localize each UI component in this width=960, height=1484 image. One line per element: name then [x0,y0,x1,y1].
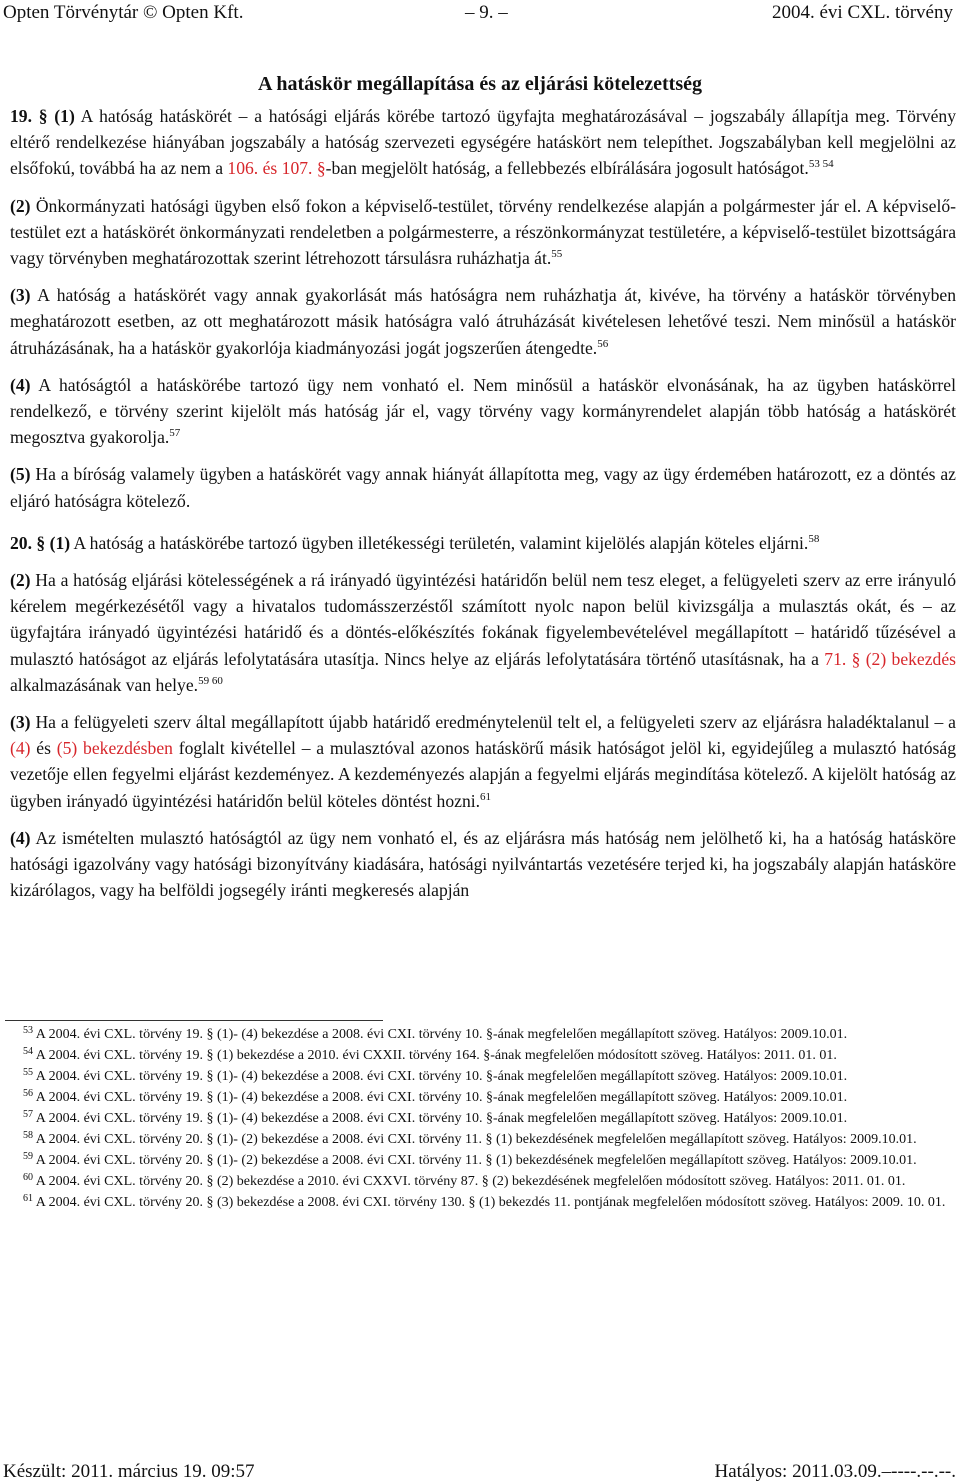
footnote-ref[interactable]: 58 [808,532,820,545]
paragraph-text: A hatóság a hatáskörébe tartozó ügyben illetékességi területén, valamint kijelölés alapján köteles eljárni. [70,532,809,553]
paragraph-19-5 [10,461,956,513]
section-title: A hatáskör megállapítása és az eljárási kötelezettség [258,73,702,95]
created-timestamp: Készült: 2011. március 19. 09:57 [3,1461,255,1482]
footnote-divider [5,1020,383,1021]
paragraph-19-2 [10,193,956,272]
footnote-number: 57 [23,1109,33,1120]
paragraph-text: A hatóságtól a hatáskörébe tartozó ügy nem vonható el. Nem minősül a hatáskör elvonásának, ha az ügyben hatáskörrel rendelkező, e törvény szerint kijelölt más hatóság jár el, vagy törvény vagy kormányrendelet alapján több hatóság a hatáskörét megosztva gyakorolja. [10,374,956,448]
page-header [3,0,953,26]
paragraph-19-4 [10,372,956,451]
paragraph-number: (5) [10,464,31,485]
footnote-ref[interactable]: 57 [169,427,181,440]
footnote-ref[interactable]: 56 [597,337,609,350]
paragraph-text: és [30,738,57,759]
paragraph-20-4 [10,825,956,904]
paragraph-number: (4) [10,827,31,848]
paragraph-text: alkalmazásának van helye. [10,674,199,695]
cross-reference-link[interactable]: (5) bekezdésben [56,738,173,759]
footnote [3,1087,956,1108]
paragraph-20-3 [10,709,956,814]
footnote-text: A 2004. évi CXL. törvény 20. § (1)- (2) bekezdése a 2008. évi CXI. törvény 11. § (1) bekezdésének megfelelően megállapított szöveg. Hatályos: 2009.10.01. [35,1132,917,1147]
paragraph-text: -ban megjelölt hatóság, a fellebbezés elbírálására jogosult hatóságot. [325,158,809,179]
paragraph-20-1 [10,530,956,556]
header-law-title: 2004. évi CXL. törvény [771,2,953,23]
paragraph-text: A hatóság hatáskörét – a hatósági eljárás körébe tartozó ügyfajta meghatározásával – jogszabály állapítja meg. Törvény eltérő rendelkezése hiányában jogszabály a hatóság szervezeti egységére hatáskört nem telepíthet. Jogszabályban kell megjelölni az elsőfokú, továbbá ha az nem a [10,106,956,179]
footnote-ref[interactable]: 53 54 [808,158,834,171]
paragraph-number: (4) [10,374,31,395]
footnote [3,1129,956,1150]
footnotes [3,1024,956,1213]
footnote-text: A 2004. évi CXL. törvény 19. § (1)- (4) bekezdése a 2008. évi CXI. törvény 10. §-ának megfelelően megállapított szöveg. Hatályos: 2009.10.01. [35,1090,848,1105]
footnote-text: A 2004. évi CXL. törvény 19. § (1) bekezdése a 2010. évi CXXII. törvény 164. §-ának megfelelően módosított szöveg. Hatályos: 2011. 01. 01. [35,1048,837,1063]
paragraph-text: Ha a hatóság eljárási kötelességének a rá irányadó ügyintézési határidőn belül nem tesz eleget, a felügyeleti szerv az erre irányuló kérelem megérkezésétől vagy a hivatalos tudomásszerzéstől számított nyolc napon belül kivizsgálja a mulasztás okát, és – az ügyfajtára irányadó ügyintézési határidő és a döntés-előkészítés fokának figyelembevételével megállapított – határidő tűzésével a mulasztó hatóságot az eljárás lefolytatására utasítja. Nincs helye az eljárás lefolytatására történő utasításnak, ha a [10,570,956,669]
footnote-text: A 2004. évi CXL. törvény 20. § (1)- (2) bekezdése a 2008. évi CXI. törvény 11. § (1) bekezdésének megfelelően megállapított szöveg. Hatályos: 2009.10.01. [35,1153,917,1168]
header-source: Opten Törvénytár © Opten Kft. [3,2,244,23]
paragraph-text: Ha a bíróság valamely ügyben a hatáskörét vagy annak hiányát állapította meg, vagy az ügy érdemében határozott, ez a döntés az eljáró hatóságra kötelező. [10,464,956,511]
footnote-ref[interactable]: 61 [480,790,492,803]
paragraph-text: Önkormányzati hatósági ügyben első fokon a képviselő-testület, törvény rendelkezése alapján a polgármester jár el. A képviselő-testület ezt a hatáskörét önkormányzati rendeletben a polgármesterre, a részönkormányzat testületére, a képviselő-testület bizottságára vagy törvényben meghatározottak szerint létrehozott társulásra ruházhatja át. [10,195,956,269]
paragraph-text: foglalt kivétellel – a mulasztóval azonos hatáskörű másik hatóságot jelöl ki, egyidejűleg a mulasztó hatóság vezetője ellen fegyelmi eljárást kezdeményez. A kezdeményezés alapján a fegyelmi eljárás megindítása kötelező. A kijelölt hatóság az ügyben irányadó ügyintézési határidőn belül köteles döntést hozni. [10,738,956,811]
footnote [3,1108,956,1129]
section-number: 20. § (1) [10,532,71,553]
page-number: – 9. – [465,2,508,23]
footnote [3,1024,956,1045]
effective-date: Hatályos: 2011.03.09.–----.--.--. [714,1461,956,1482]
footnote [3,1171,956,1192]
footnote [3,1150,956,1171]
cross-reference-link[interactable]: 106. és 107. § [227,158,326,179]
paragraph-text: A hatóság a hatáskörét vagy annak gyakorlását más hatóságra nem ruházhatja át, kivéve, ha törvény a hatáskör törvényben meghatározott esetben, az ott meghatározott másik hatóságra való átruházását kivételesen lehetővé teszi. Nem minősül a hatáskör átruházásának, ha a hatáskör gyakorlója kiadmányozási jogát jogszerűen átengedte. [10,285,956,358]
footnote-text: A 2004. évi CXL. törvény 20. § (2) bekezdése a 2010. évi CXXVI. törvény 87. § (2) bekezdésének megfelelően módosított szöveg. Hatályos: 2011. 01. 01. [35,1174,906,1189]
document-body [10,103,956,914]
cross-reference-link[interactable]: (4) [10,738,31,759]
footnote-number: 58 [23,1130,33,1141]
paragraph-number: (2) [10,570,31,591]
cross-reference-link[interactable]: 71. § (2) bekezdés [824,648,956,669]
paragraph-19-1 [10,103,956,182]
paragraph-20-2 [10,567,956,698]
footnote-ref[interactable]: 55 [551,248,563,261]
paragraph-number: (2) [10,195,31,216]
footnote [3,1192,956,1213]
paragraph-text: Az ismételten mulasztó hatóságtól az ügy nem vonható el, és az eljárásra más hatóság nem jelölhető ki, ha a hatóság hatásköre hatósági igazolvány vagy hatósági bizonyítvány kiadására, hatósági nyilvántartás vezetésére terjed ki, ha jogszabály alapján hatásköre kizárólagos, vagy ha belföldi jogsegély iránti megkeresés alapján [10,827,956,901]
paragraph-19-3 [10,282,956,361]
footnote-ref[interactable]: 59 60 [198,674,223,687]
section-number: 19. § (1) [10,106,75,126]
footnote-text: A 2004. évi CXL. törvény 20. § (3) bekezdése a 2008. évi CXI. törvény 130. § (1) bekezdés 11. pontjának megfelelően módosított szöveg. Hatályos: 2009. 10. 01. [35,1195,946,1210]
footnote-text: A 2004. évi CXL. törvény 19. § (1)- (4) bekezdése a 2008. évi CXI. törvény 10. §-ának megfelelően megállapított szöveg. Hatályos: 2009.10.01. [35,1111,848,1126]
page-footer [3,1460,956,1484]
paragraph-number: (3) [10,285,31,306]
footnote [3,1045,956,1066]
paragraph-number: (3) [10,712,31,733]
footnote-text: A 2004. évi CXL. törvény 19. § (1)- (4) bekezdése a 2008. évi CXI. törvény 10. §-ának megfelelően megállapított szöveg. Hatályos: 2009.10.01. [35,1027,848,1042]
footnote-number: 53 [23,1025,33,1036]
footnote-number: 59 [23,1151,33,1162]
paragraph-text: Ha a felügyeleti szerv által megállapított újabb határidő eredménytelenül telt el, a felügyeleti szerv az eljárásra haladéktalanul – a [30,712,956,733]
footnote-number: 56 [23,1088,33,1099]
footnote [3,1066,956,1087]
footnote-number: 55 [23,1067,33,1078]
footnote-text: A 2004. évi CXL. törvény 19. § (1)- (4) bekezdése a 2008. évi CXI. törvény 10. §-ának megfelelően megállapított szöveg. Hatályos: 2009.10.01. [35,1069,848,1084]
footnote-number: 60 [23,1172,33,1183]
footnote-number: 54 [23,1046,33,1057]
footnote-number: 61 [23,1193,33,1204]
